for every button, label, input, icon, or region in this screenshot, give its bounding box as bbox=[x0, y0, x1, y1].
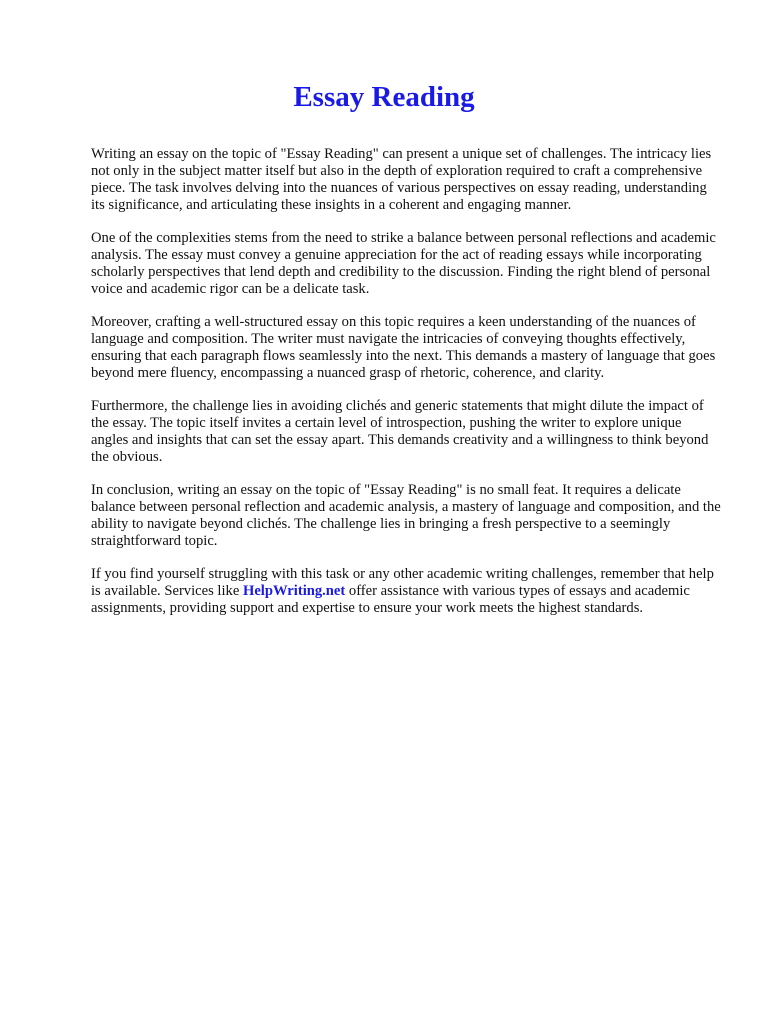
paragraph-2: One of the complexities stems from the need to strike a balance between personal reflections and academic analysis. The essay must convey a genuine appreciation for the act of reading essays while incorporating scholarly perspectives that lend depth and credibility to the discussion. Finding the right blend of personal voice and academic rigor can be a delicate task. bbox=[91, 230, 716, 297]
paragraph-1: Writing an essay on the topic of "Essay Reading" can present a unique set of challenges. The intricacy lies not only in the subject matter itself but also in the depth of exploration required to craft a comprehensive piece. The task involves delving into the nuances of various perspectives on essay reading, understanding its significance, and articulating these insights in a coherent and engaging manner. bbox=[91, 146, 712, 213]
helpwriting-link[interactable]: HelpWriting.net bbox=[242, 583, 346, 599]
paragraph-6 bbox=[91, 566, 721, 617]
paragraph-5: In conclusion, writing an essay on the topic of "Essay Reading" is no small feat. It requires a delicate balance between personal reflection and academic analysis, a mastery of language and composition, and the ability to navigate beyond clichés. The challenge lies in bringing a fresh perspective to a seemingly straightforward topic. bbox=[91, 482, 721, 549]
document-title: Essay Reading bbox=[293, 81, 475, 113]
paragraph-4: Furthermore, the challenge lies in avoiding clichés and generic statements that might dilute the impact of the essay. The topic itself invites a certain level of introspection, pushing the writer to explore unique angles and insights that can set the essay apart. This demands creativity and a willingness to think beyond the obvious. bbox=[91, 398, 709, 465]
paragraph-3: Moreover, crafting a well-structured essay on this topic requires a keen understanding of the nuances of language and composition. The writer must navigate the intricacies of conveying thoughts effectively, ensuring that each paragraph flows seamlessly into the next. This demands a mastery of language that goes beyond mere fluency, encompassing a nuanced grasp of rhetoric, coherence, and clarity. bbox=[91, 314, 716, 381]
document-body bbox=[91, 146, 721, 633]
paragraph-6-after-link: offer assistance with various types of essays and academic assignments, providing support and expertise to ensure your work meets the highest standards. bbox=[91, 583, 690, 616]
paragraph-6-before-link: If you find yourself struggling with this task or any other academic writing challenges, remember that help is available. Services like bbox=[91, 566, 714, 599]
